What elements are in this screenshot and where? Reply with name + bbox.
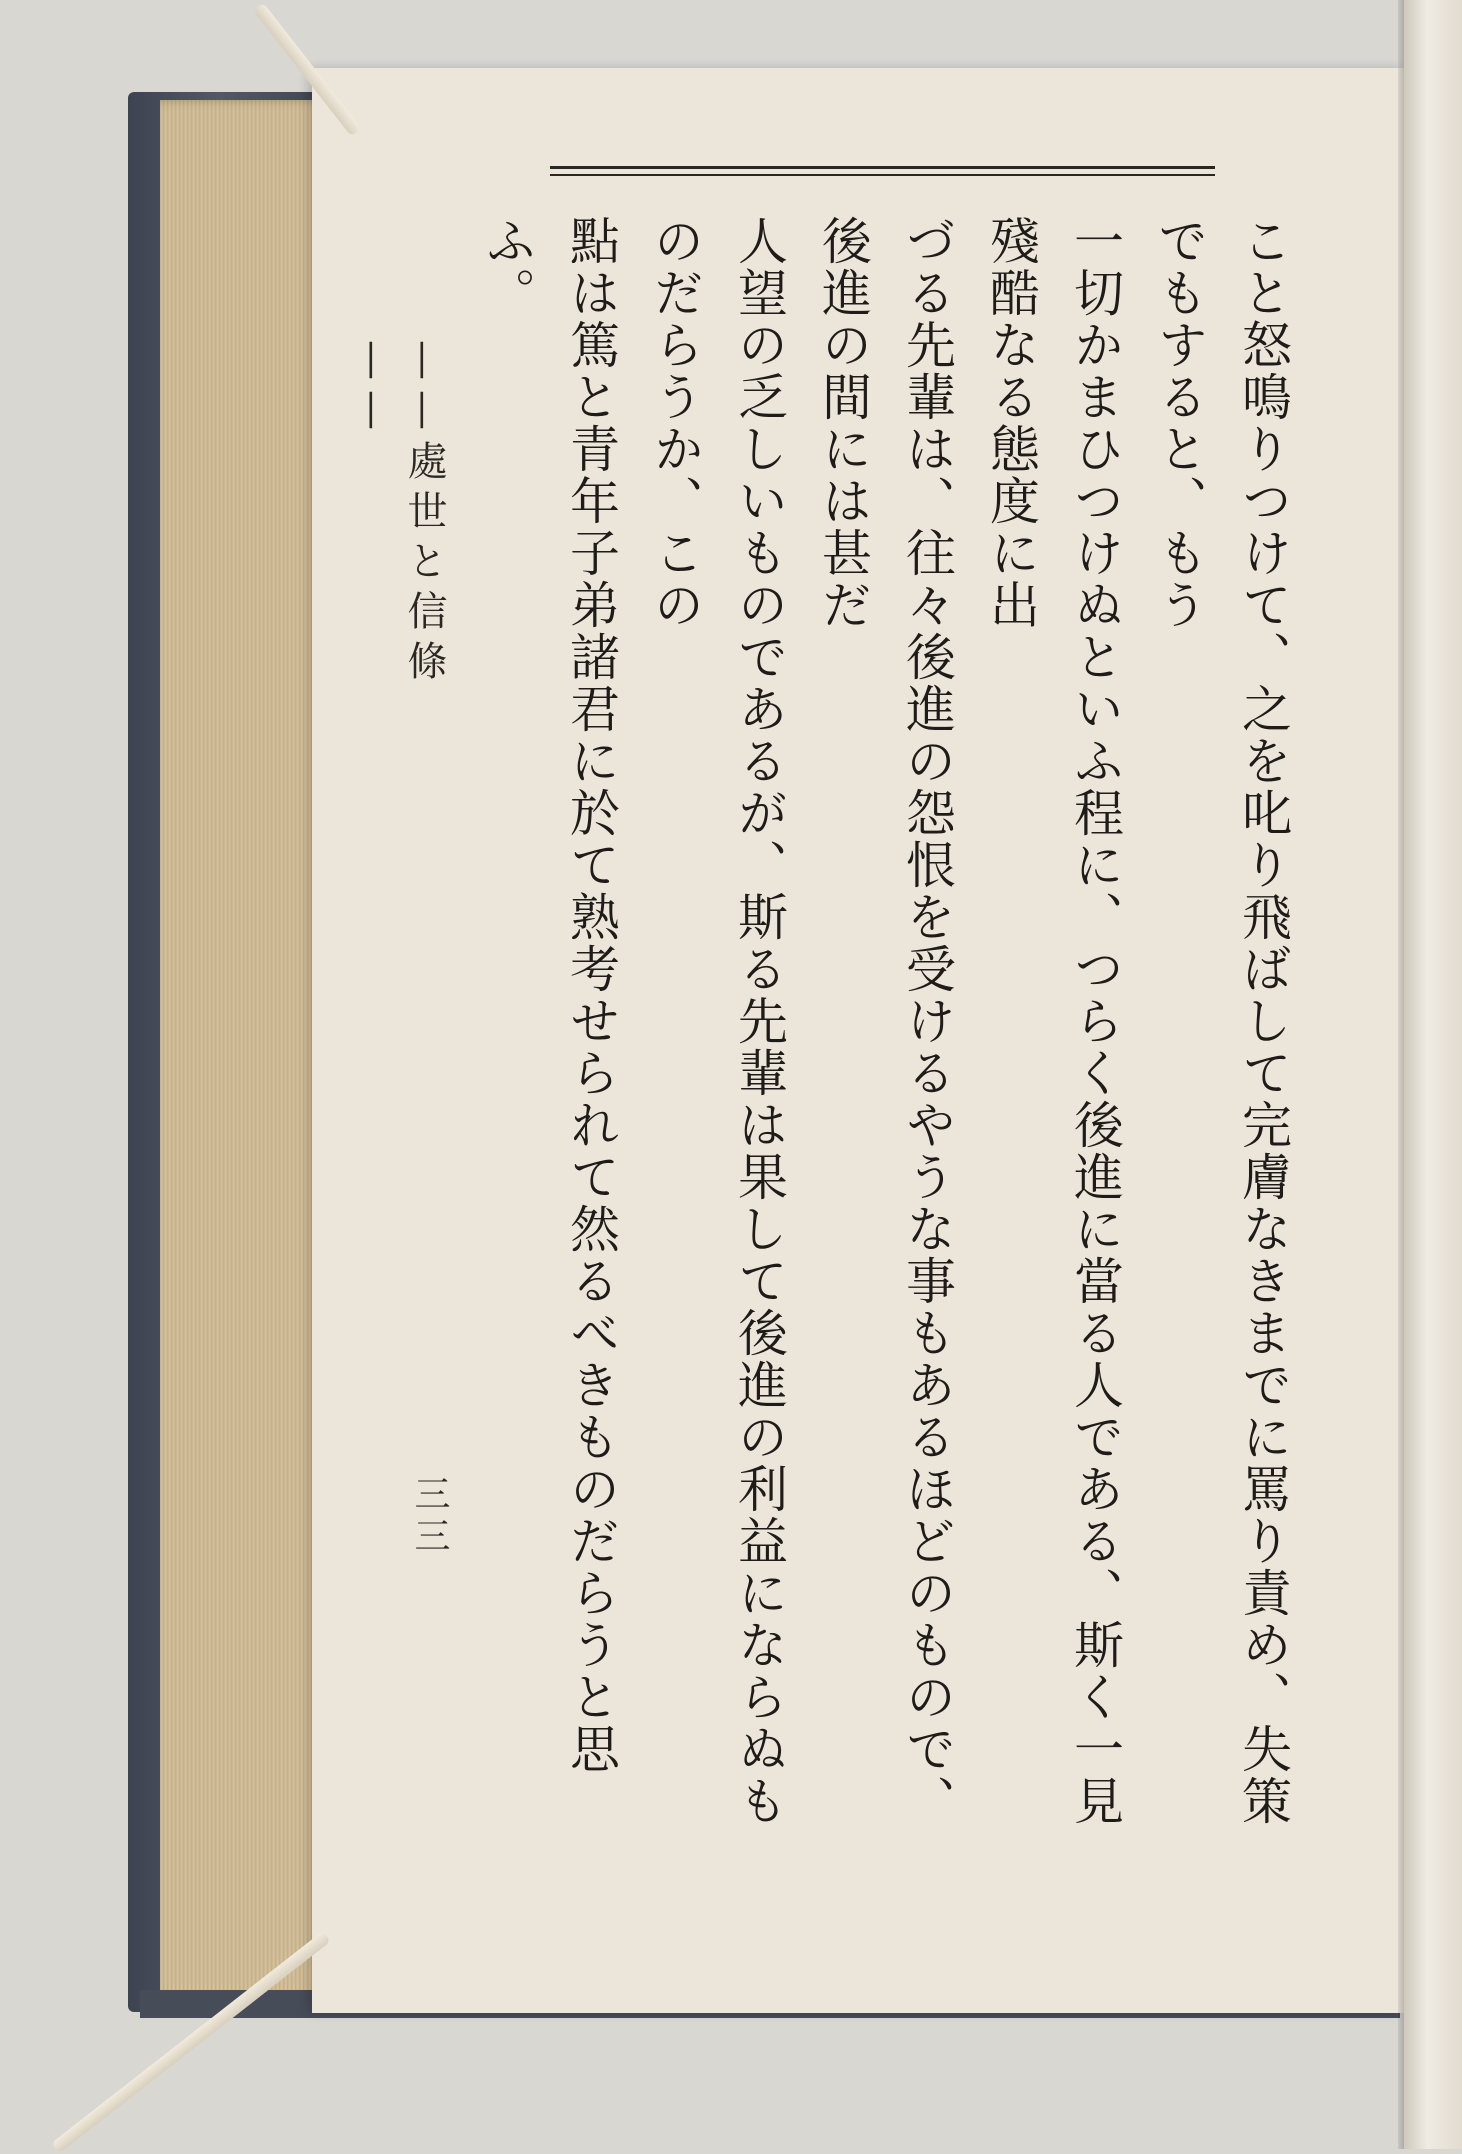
page-number: 三三 [409,1475,450,1559]
facing-page-edge [1404,0,1462,2149]
vertical-body-text [475,215,1305,1870]
running-header-dash-start: —— [401,340,447,440]
running-header-dash-end: —— [350,340,396,440]
text-column-3: づる先輩は、往々後進の怨恨を受けるやうな事もあるほどのもので、後進の間には甚だ [814,215,956,1827]
page-stack-edge [160,100,330,2000]
text-column-1-prefix: こと怒鳴りつけて、之を叱り飛ばして完膚なきまでに罵り責め、失策でもする [1150,215,1292,1827]
text-column-5: 點は篤と青年子弟諸君に於て熟考せられて然るべきものだらうと思ふ。 [478,215,620,1775]
text-column-1-suffix: と、もう [1150,423,1208,631]
header-rule-thick [550,166,1215,169]
running-header-title: 處世と信條 [401,440,447,690]
text-column-2: 一切かまひつけぬといふ程に、つらく後進に當る人である、斯く一見殘酷なる態度に出 [982,215,1124,1827]
running-header [350,340,453,720]
text-column-4: 人望の乏しいものであるが、斯る先輩は果して後進の利益にならぬものだらうか、この [646,215,788,1827]
header-rule-thin [550,174,1215,176]
text-column-1 [1137,215,1305,1870]
